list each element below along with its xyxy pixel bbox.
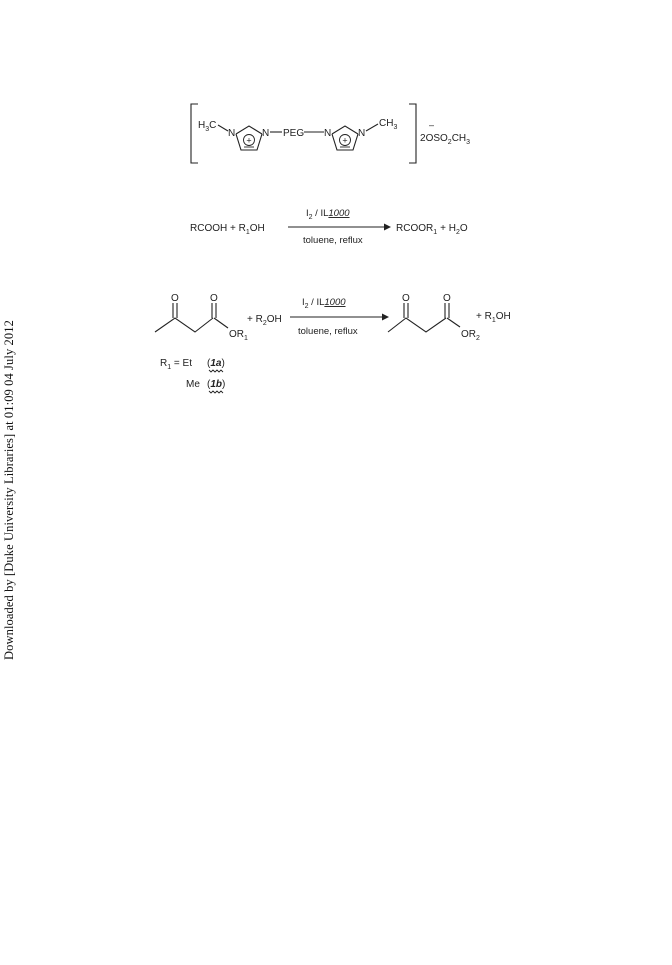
alcohol-reactant-label: + $R_2OH$	[247, 314, 282, 327]
right-ketoester	[388, 293, 480, 342]
arrow-head-icon	[384, 224, 391, 231]
transesterification-scheme	[155, 293, 511, 393]
legend-1a-label: (1a)	[207, 358, 225, 369]
right-methyl-label: $CH_3$	[379, 118, 398, 131]
catalyst-label: $I_2 / IL1000$	[306, 208, 350, 221]
wavy-underline-icon	[209, 391, 223, 393]
left-imidazolium-ring	[228, 126, 262, 150]
conditions-label-2: toluene, reflux	[298, 326, 358, 337]
right-ketone-o: O	[402, 293, 410, 304]
left-methyl-label: $H_3C$	[198, 120, 217, 133]
left-bracket	[191, 104, 198, 163]
right-bracket	[409, 104, 416, 163]
right-imidazolium-ring	[324, 126, 365, 150]
right-or-label: $OR_2$	[461, 329, 480, 342]
substituent-legend	[160, 358, 225, 393]
left-ketoester	[155, 293, 248, 342]
left-ketone-o: O	[171, 293, 179, 304]
legend-me-label: Me	[186, 379, 200, 390]
conditions-label: toluene, reflux	[303, 235, 363, 246]
left-ester-o: O	[210, 293, 218, 304]
counter-anion-label: $2OSO_2CH_3$	[420, 133, 471, 146]
right-plus-label: +	[342, 135, 348, 146]
right-ring-n-inner: N	[324, 128, 332, 139]
ionic-liquid-structure	[191, 104, 470, 163]
products-label: $RCOOR_1 + H_2O$	[396, 223, 468, 236]
left-plus-label: +	[246, 135, 252, 146]
anion-charge-label: –	[429, 120, 435, 130]
peg-linker-label: N	[262, 128, 270, 139]
wavy-underline-icon	[209, 370, 223, 372]
left-ring-n-outer: N	[228, 128, 236, 139]
right-ester-o: O	[443, 293, 451, 304]
byproduct-label: + $R_1OH$	[476, 311, 511, 324]
catalyst-label-2: $I_2 / IL1000$	[302, 297, 346, 310]
legend-r1-label: $R_1 = Et$	[160, 358, 192, 371]
reactants-label: RCOOH + $R_1OH$	[190, 223, 265, 236]
left-or-label: $OR_1$	[229, 329, 248, 342]
right-ring-n-outer: N	[358, 128, 366, 139]
arrow-head-icon	[382, 314, 389, 321]
esterification-scheme	[190, 208, 468, 246]
download-watermark: Downloaded by [Duke University Libraries] at 01:09 04 July 2012	[2, 320, 16, 660]
legend-1b-label: (1b)	[207, 379, 226, 390]
peg-label: PEG	[283, 128, 305, 139]
